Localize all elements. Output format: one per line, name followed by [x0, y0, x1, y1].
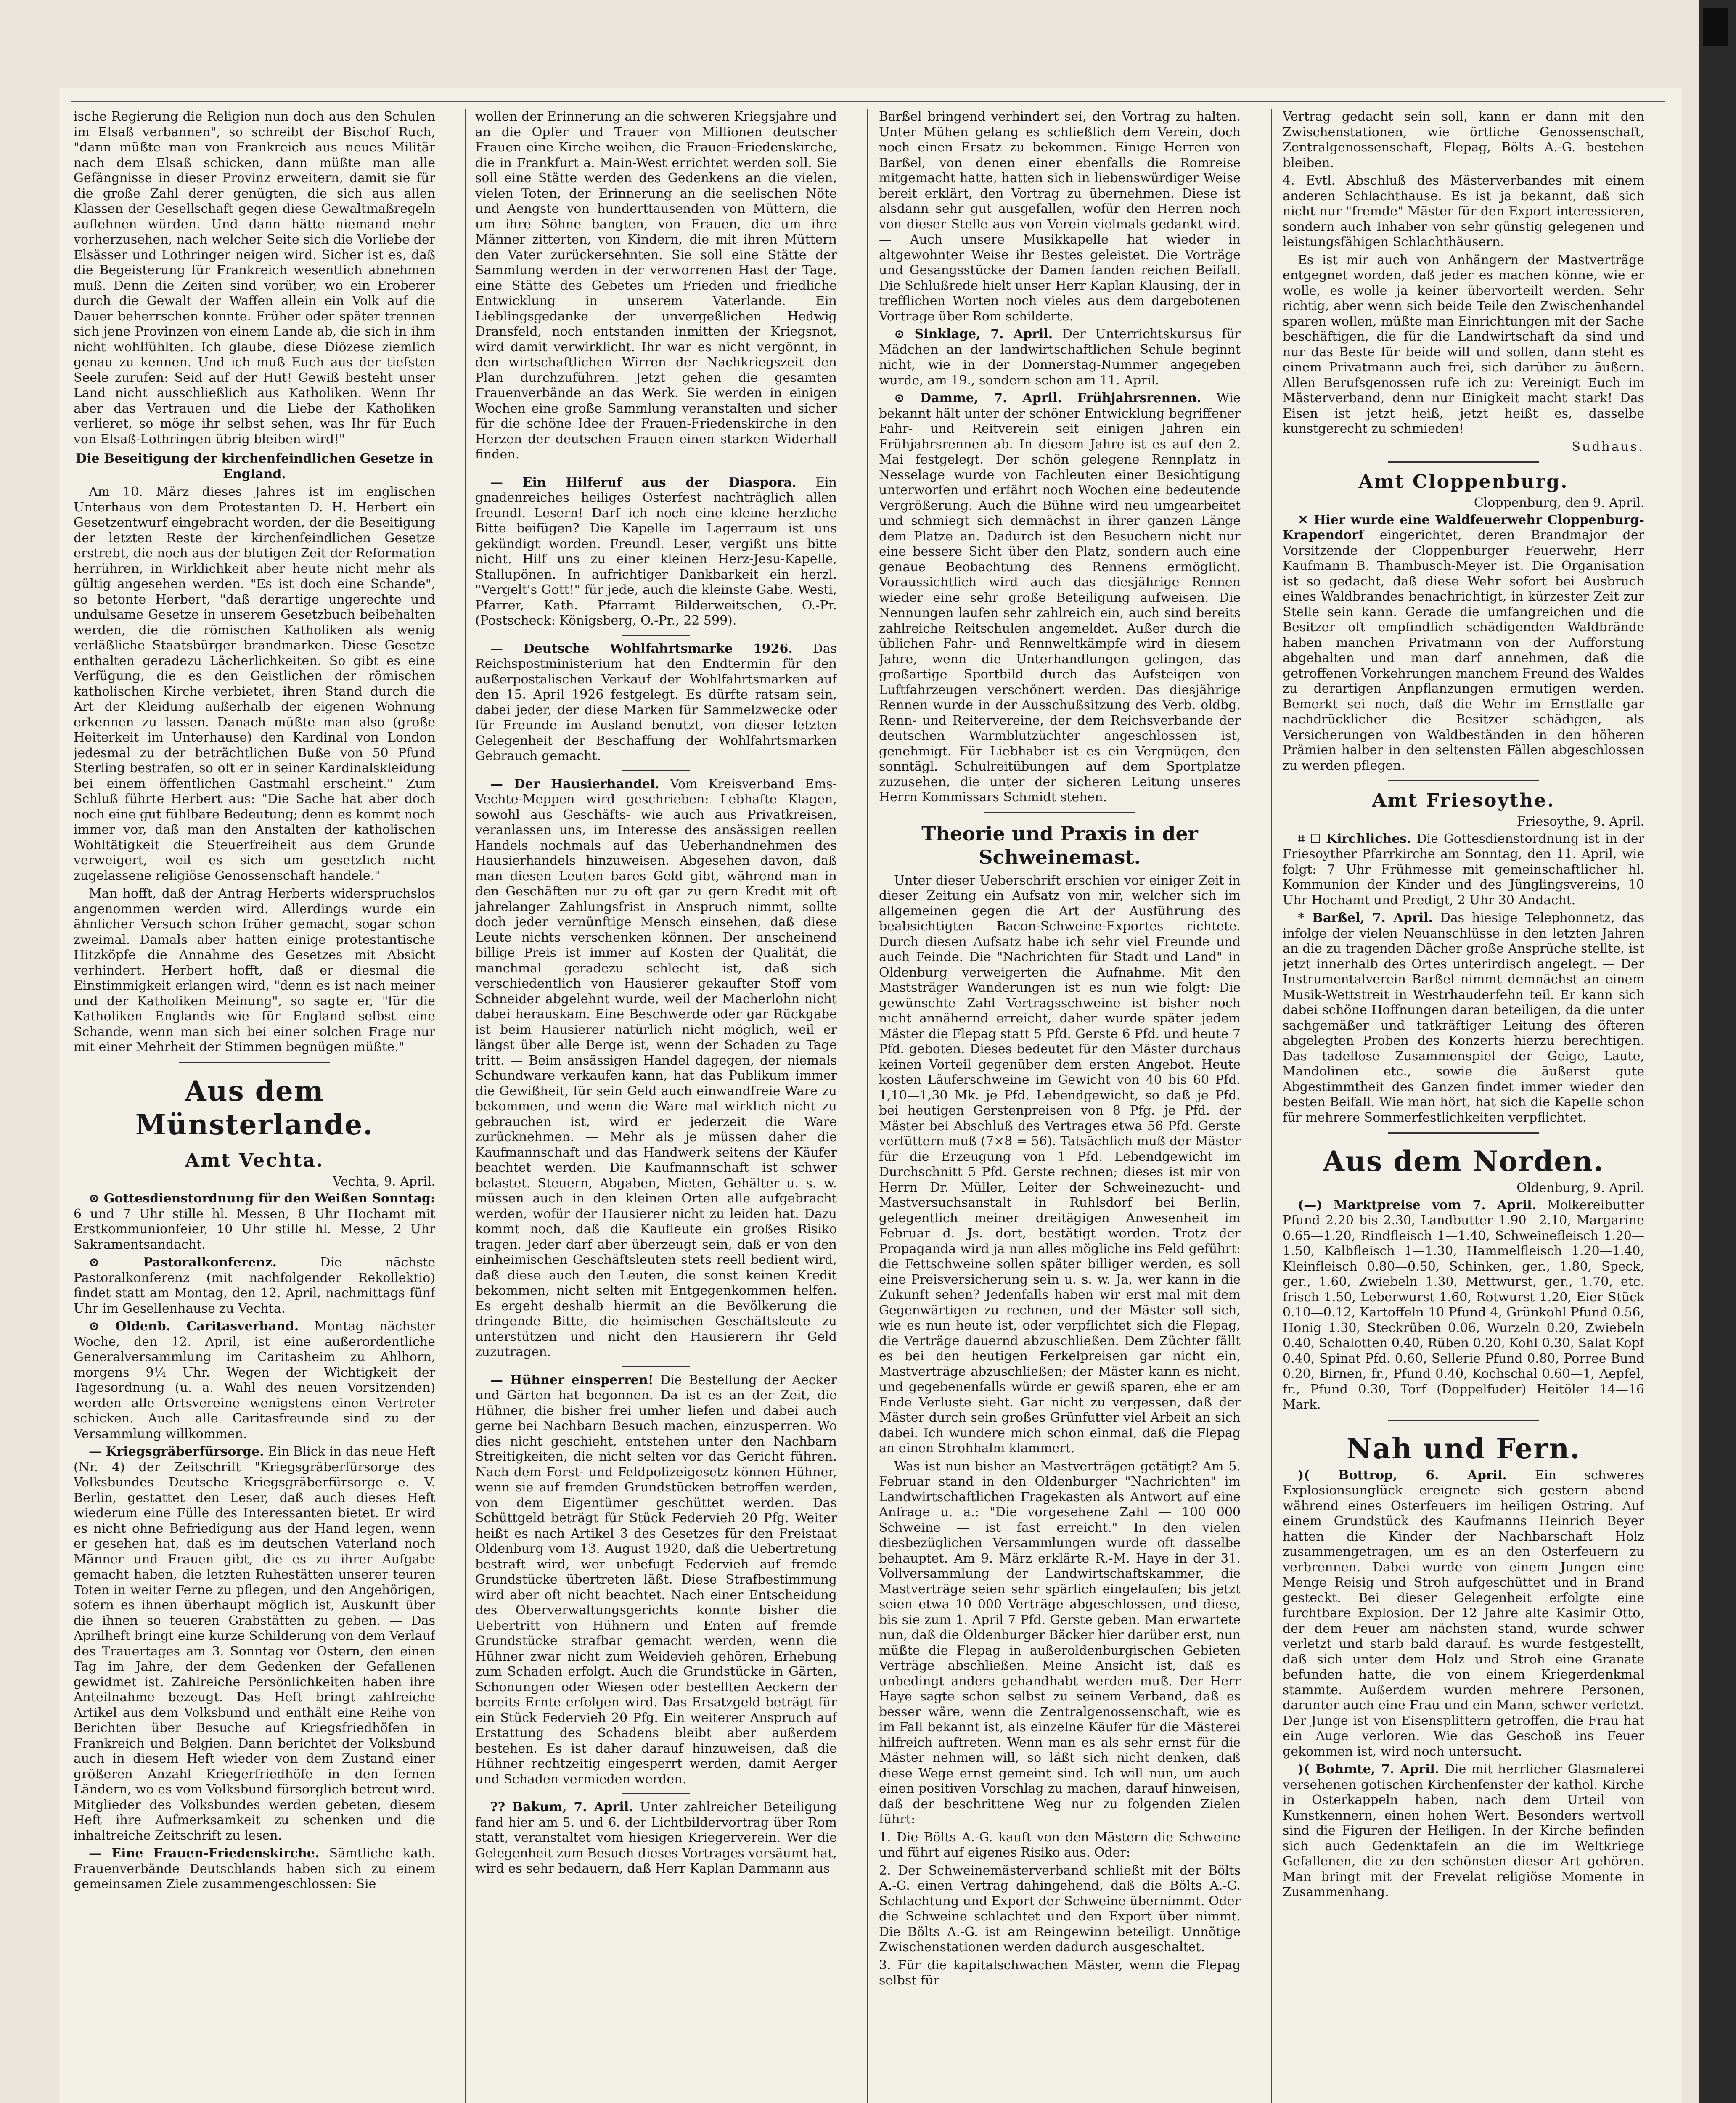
section-title: Nah und Fern. [1346, 1432, 1581, 1465]
item-text: Sämtliche kath. Frauenverbände Deutschlands haben sich zu einem gemeinsamen Ziele zusammengeschlossen: Sie [74, 1846, 435, 1891]
item-heading: — Deutsche Wohlfahrtsmarke 1926. [490, 641, 793, 656]
section-divider [179, 1062, 330, 1063]
item-heading: — Der Hausierhandel. [490, 776, 659, 792]
dateline: Cloppenburg, den 9. April. [1474, 495, 1644, 510]
article-paragraph: Man hofft, daß der Antrag Herberts widerspruchslos angenommen werden wird. Allerdings wurde ein ähnlicher Versuch schon früher gemacht, sogar schon zweimal. Damals aber hatten einige protestantische Hitzköpfe die Annahme des Gesetzes mit Absicht verhindert. Herbert hofft, daß er diesmal die Einstimmigkeit erlangen wird, "denn es ist nach meiner und der Katholiken Meinung", so sagte er, "für die Katholiken Englands wie für England selbst eine Schande, wenn man sich bei einer solchen Frage nur mit einer Mehrheit der Stimmen begnügen müßte." [74, 886, 435, 1054]
article-paragraph: ische Regierung die Religion nun doch aus den Schulen im Elsaß verbannen", so schreibt der Bischof Ruch, "dann müßte man von Frankreich aus neues Militär nach dem Elsaß schicken, dann müßte man alle Gefängnisse in dieser Provinz erweitern, damit sie für die große Zahl derer genügten, die sich aus allen Klassen der Gesellschaft gegen diese Gewaltmaßregeln auflehnen würden. Und dann hätte niemand mehr vorherzusehen, nach welcher Seite sich die Vorliebe der Elsässer und Lothringer neigen wird. Sicher ist es, daß die Begeisterung für Frankreich wesentlich abnehmen muß. Denn die Zeiten sind vorüber, wo ein Eroberer durch die Gewalt der Waffen allein ein Volk auf die Dauer beherrschen konnte. Früher oder später trennen sich jene Provinzen von einem Lande ab, die sich in ihm nicht wohlfühlten. Ich glaube, diese Diözese ziemlich genau zu kennen. Und ich muß Euch aus der tiefsten Seele zurufen: Seid auf der Hut! Gewiß besteht unser Land nicht ausschließlich aus Katholiken. Wenn Ihr aber das Vertrauen und die Liebe der Katholiken verlieret, so möge ihr selbst sehen, was Ihr für Euch von Elsaß-Lothringen übrig bleiben wird!" [74, 109, 435, 447]
item-heading: ⊙ Sinklage, 7. April. [894, 327, 1053, 342]
section-divider [1388, 461, 1539, 463]
item-heading: ⊙ Pastoralkonferenz. [89, 1255, 277, 1270]
column-3 [879, 109, 1241, 2103]
item-text: eingerichtet, deren Brandmajor der Vorsitzende der Cloppenburger Feuerwehr, Herr Kaufmann B. Thambusch-Meyer ist. Die Organisation ist so gedacht, daß diese Wehr sofort bei Ausbruch eines Waldbrandes benachrichtigt, in kürzester Zeit zur Stelle sein kann. Gerade die umfangreichen und die Besitzer oft empfindlich schädigenden Waldbrände haben manchen Privatmann von der Aufforstung abgehalten und man darf annehmen, daß die getroffenen Vorkehrungen manchem Freund des Waldes zu derartigen Anpflanzungen ermutigen werden. Bemerkt sei noch, daß die Wehr im Ernstfalle gar nachdrücklicher die Besitzer schädigen, als Versicherungen von Waldbeständen in den höheren Prämien halber in den seltensten Fällen abgeschlossen zu werden pflegen. [1283, 528, 1644, 773]
section-divider [984, 812, 1135, 813]
item-heading: ?? Bakum, 7. April. [490, 1800, 633, 1814]
list-item: 2. Der Schweinemästerverband schließt mit der Bölts A.-G. einen Vertrag dahingehend, daß die Bölts A.-G. Schlachtung und Export der Schweine übernimmt. Oder die Schweine schlachtet und den Export über nimmt. Die Bölts A.-G. ist am Reingewinn beteiligt. Unnötige Zwischenstationen werden dadurch ausgeschaltet. [879, 1863, 1241, 1955]
article-paragraph: Am 10. März dieses Jahres ist im englischen Unterhaus von dem Protestanten D. H. Herbert ein Gesetzentwurf eingebracht worden, der die Beseitigung der letzten Reste der kirchenfeindlichen Gesetze erstrebt, die noch aus der blutigen Zeit der Reformation herrühren, in Wirklichkeit aber heute nicht mehr als gültig angesehen werden. "Es ist doch eine Schande", so betonte Herbert, "daß derartige ungerechte und undulsame Gesetze in unserem Gesetzbuch beibehalten werden, die die römischen Katholiken als wenig verläßliche Staatsbürger brandmarken. Diese Gesetze enthalten geradezu Lächerlichkeiten. So gibt es eine Verfügung, die es den Geistlichen der römischen katholischen Kirche verbietet, ihren Stand durch die Art der Kleidung außerhalb der eigenen Wohnung erkennen zu lassen. Danach müßte man also (große Heiterkeit im Unterhause) den Kardinal von London jedesmal zu der beträchtlichen Buße von 50 Pfund Sterling bestrafen, so oft er in seiner Kardinalskleidung bei einem öffentlichen Gastmahl erscheint." Zum Schluß führte Herbert aus: "Die Sache hat aber doch noch eine gut fühlbare Bedeutung; denn es kommt noch immer vor, daß man den Anstalten der katholischen Wohltätigkeit die Steuerfreiheit aus dem Grunde verweigert, weil es sich um gesetzlich nicht zugelassene religiöse Genossenschaft handele." [74, 485, 435, 883]
item-heading: — Kriegsgräberfürsorge. [89, 1444, 264, 1459]
district-title: Amt Cloppenburg. [1358, 471, 1569, 493]
item-divider [622, 1793, 690, 1794]
item-heading: — Hühner einsperren! [490, 1372, 654, 1388]
article-title: Theorie und Praxis in der Schweinemast. [921, 822, 1198, 869]
item-heading: ✕ Hier wurde eine Waldfeuerwehr Cloppenburg-Krapendorf [1283, 512, 1644, 543]
item-text: Der Unterrichtskursus für Mädchen an der landwirtschaftlichen Schule beginnt nicht, wie in der Donnerstag-Nummer angegeben wurde, am 19., sondern schon am 11. April. [879, 327, 1241, 388]
item-text: Wie bekannt hält unter der schöner Entwicklung begriffener Fahr- und Reitverein seit einigen Jahren ein Frühjahrsrennen ab. In diesem Jahre ist es auf den 2. Mai festgelegt. Der schön gelegene Rennplatz in Nesselage wurde von Fachleuten einer Besichtigung unterworfen und erfährt noch Wochen eine bedeutende Vergrößerung. Auch die Bühne wird neu umgearbeitet und schmiegt sich demnächst in ihrer ganzen Länge dem Platze an. Dadurch ist den Besuchern nicht nur eine bessere Sicht über den Platz, sondern auch eine genaue Beobachtung des Rennens ermöglicht. Voraussichtlich wird auch das diesjährige Rennen wieder eine sehr große Beteiligung aufweisen. Die Nennungen laufen sehr zahlreich ein, auch sind bereits zahlreiche Reitschulen angemeldet. Außer durch die üblichen Fahr- und Rennweltkämpfe wird in diesem Jahre, wenn die Unterhandlungen gelingen, das großartige Sportbild durch das Aufsteigen von Luftfahrzeugen verschönert werden. Das diesjährige Rennen wurde in der Ausschußsitzung des Verb. oldbg. Renn- und Reitervereine, der dem Reichsverbande der deutschen Warmblutzüchter angeschlossen ist, genehmigt. Für Liebhaber ist es ein Vergnügen, den sonntägl. Schulreitübungen auf dem Sportplatze zuzusehen, die unter der sicheren Leitung unseres Herrn Kommissars Schmidt stehen. [879, 391, 1241, 805]
dateline: Vechta, 9. April. [333, 1174, 435, 1189]
section-title: Aus dem Münsterlande. [135, 1074, 374, 1141]
article-paragraph: Vertrag gedacht sein soll, kann er dann mit den Zwischenstationen, wie örtliche Genossenschaft, Zentralgenossenschaft, Flepag, Bölts A.-G. bestehen bleiben. [1283, 109, 1644, 170]
item-text: Das hiesige Telephonnetz, das infolge der vielen Neuanschlüsse in den letzten Jahren an die zu tragenden Dächer große Ansprüche stellte, ist jetzt innerhalb des Ortes unterirdisch angelegt. — Der Instrumentalverein Barßel nimmt demnächst an einem Musik-Wettstreit in Westrhauderfehn teil. Er kann sich dabei schöne Hoffnungen daran beteiligen, da die unter sachgemäßer und tatkräftiger Leitung des öfteren abgelegten Proben des Konzerts hierzu berechtigen. Das tadellose Zusammenspiel der Geige, Laute, Mandolinen etc., sowie die äußerst gute Abgestimmtheit des Ganzen findet immer wieder den besten Beifall. Wie man hört, hat sich die Kapelle schon für mehrere Sommerfestlichkeiten verpflichtet. [1283, 911, 1644, 1125]
column-4 [1283, 109, 1644, 2103]
item-heading: ⊙ Oldenb. Caritasverband. [89, 1319, 299, 1334]
item-heading: * Barßel, 7. April. [1298, 911, 1433, 925]
list-item: 3. Für die kapitalschwachen Mäster, wenn die Flepag selbst für [879, 1957, 1241, 1988]
item-text: Die mit herrlicher Glasmalerei versehenen gotischen Kirchenfenster der kathol. Kirche in Osterkappeln haben, nach dem Urteil von Kunstkennern, einen hohen Wert. Besonders wertvoll sind die Figuren der Heiligen. In der Kirche befinden sich auch Gedenktafeln an die im Weltkriege Gefallenen, die zu den schönsten dieser Art gehören. Man bringt mit der Frevelat religiöse Momente in Zusammenhang. [1283, 1762, 1644, 1899]
district-title: Amt Vechta. [185, 1149, 324, 1171]
item-heading: — Eine Frauen-Friedenskirche. [89, 1846, 320, 1861]
item-text: Die Bestellung der Aecker und Gärten hat begonnen. Da ist es an der Zeit, die Hühner, die bisher frei umher liefen und dabei auch gerne bei Nachbarn Besuch machen, einzusperren. Wo dies nicht geschieht, entstehen unter den Nachbarn Streitigkeiten, die nicht selten vor das Gericht führen. Nach dem Forst- und Feldpolizeigesetz können Hühner, wenn sie auf fremden Grundstücken betroffen werden, von dem Eigentümer geschüttet werden. Das Schüttgeld beträgt für Stück Federvieh 20 Pfg. Weiter heißt es nach Artikel 3 des Gesetzes für den Freistaat Oldenburg vom 13. August 1920, daß die Uebertretung bestraft wird, wer unbefugt Federvieh auf fremde Grundstücke übertreten läßt. Diese Strafbestimmung wird aber oft nicht beachtet. Nach einer Entscheidung des Oberverwaltungsgerichts konnte bisher die Uebertritt von Hühnern und Enten auf fremde Grundstücke strafbar gemacht werden, wenn die Hühner zwar nicht zum Weidevieh gehören, Erhebung zum Schaden erfolgt. Auch die Grundstücke in Gärten, Schonungen oder Wiesen oder bestellten Aeckern der bereits Ernte erfolgen wird. Das Ersatzgeld beträgt für ein Stück Federvieh 20 Pfg. Ein weiterer Anspruch auf Erstattung des Schadens bleibt aber außerdem bestehen. Es ist daher darauf hinzuweisen, daß die Hühner rechtzeitig eingesperrt werden, damit Aerger und Schaden vermieden werden. [475, 1372, 837, 1787]
column-rule [465, 109, 466, 2103]
item-text: Ein gnadenreiches heiliges Osterfest nachträglich allen freundl. Lesern! Darf ich noch eine kleine herzliche Bitte beifügen? Die Kapelle im Lagerraum ist uns gekündigt worden. Freundl. Leser, vergißt uns bitte nicht. Hilf uns zu einer kleinen Herz-Jesu-Kapelle, Stallupönen. In aufrichtiger Dankbarkeit ein herzl. "Vergelt's Gott!" für jede, auch die kleinste Gabe. Westi, Pfarrer, Kath. Pfarramt Bilderweitschen, O.-Pr. (Postscheck: Königsberg, O.-Pr., 22 599). [475, 475, 837, 628]
list-item: 1. Die Bölts A.-G. kauft von den Mästern die Schweine und führt auf eigenes Risiko aus. Oder: [879, 1830, 1241, 1860]
item-text: Molkereibutter Pfund 2.20 bis 2.30, Landbutter 1.90—2.10, Margarine 0.65—1.20, Rindfleisch 1—1.40, Schweinefleisch 1.20—1.50, Kalbfleisch 1—1.30, Hammelfleisch 1.20—1.40, Kleinfleisch 0.80—0.50, Schinken, ger., 1.80, Speck, ger., 1.60, Zwiebeln 1.30, Mettwurst, ger., 1.70, etc. frisch 1.50, Leberwurst 1.60, Rotwurst 1.20, Eier Stück 0.10—0.12, Kartoffeln 10 Pfund 4, Grünkohl Pfund 0.56, Honig 1.30, Steckrüben 0.06, Wurzeln 0.20, Zwiebeln 0.40, Schalotten 0.40, Rüben 0.20, Kohl 0.30, Salat Kopf 0.40, Spinat Pfd. 0.60, Sellerie Pfund 0.80, Porree Bund 0.20, Birnen, fr., Pfund 0.40, Kochschal 0.60—1, Aepfel, fr., Pfund 0.30, Torf (Doppelfuder) Heitöler 14—16 Mark. [1283, 1197, 1644, 1412]
item-text: Ein schweres Explosionsunglück ereignete sich gestern abend während eines Osterfeuers im heiligen Ostring. Auf einem Grundstück des Kaufmanns Heinrich Beyer hatten die Kinder der Nachbarschaft Holz zusammengetragen, um es an den Osterfeuern zu verbrennen. Dabei wurde von einem Jungen eine Menge Reisig und Stroh aufgeschüttet und in Brand gesteckt. Bei dieser Gelegenheit erfolgte eine furchtbare Explosion. Der 12 Jahre alte Kasimir Otto, der dem Feuer am nächsten stand, wurde schwer verletzt und starb bald darauf. Es wurde festgestellt, daß sich unter dem Holz und Stroh eine Granate befunden hatte, die von einem Kriegerdenkmal stammte. Außerdem wurden mehrere Personen, darunter auch eine Frau und ein Mann, schwer verletzt. Der Junge ist von Eisensplittern getroffen, die Frau hat ein Auge verloren. Wie das Geschoß ins Feuer gekommen ist, wird noch untersucht. [1283, 1467, 1644, 1759]
dateline: Oldenburg, 9. April. [1516, 1181, 1644, 1195]
item-text: Ein Blick in das neue Heft (Nr. 4) der Zeitschrift "Kriegsgräberfürsorge des Volksbundes Deutsche Kriegsgräberfürsorge e. V. Berlin, gestattet den Leser, daß auch dieses Heft wiederum eine Fülle des Interessanten bietet. Er wird es nicht ohne Befriedigung aus der Hand legen, wenn er gesehen hat, daß es im deutschen Vaterland noch Männer und Frauen gibt, die es zu ihrer Aufgabe gemacht haben, die letzten Ruhestätten unserer teuren Toten in weiter Ferne zu pflegen, und den Angehörigen, sofern es ihnen überhaupt möglich ist, Auskunft über die ihnen so teueren Grabstätten zu geben. — Das Aprilheft bringt eine kurze Schilderung von dem Verlauf des Trauertages am 3. Sonntag vor Ostern, den einen Tag im Jahre, der dem Gedenken der Gefallenen gewidmet ist. Zahlreiche Persönlichkeiten haben ihre Anteilnahme bezeugt. Das Heft bringt zahlreiche Artikel aus dem Volksbund und enthält eine Reihe von Berichten über Besuche auf Kriegsfriedhöfen in Frankreich und Belgien. Dann berichtet der Volksbund auch in diesem Heft wieder von dem Zustand einer größeren Anzahl Kriegerfriedhöfe in den fernen Ländern, wo es vom Volksbund fürsorglich betreut wird. Mitglieder des Volksbundes werden gebeten, diesem Heft ihre Aufmerksamkeit zu schenken und die inhaltreiche Zeitschrift zu lesen. [74, 1444, 435, 1843]
column-rule [867, 109, 868, 2103]
article-paragraph: Es ist mir auch von Anhängern der Mastverträge entgegnet worden, daß jeder es machen könne, wie er wolle, es wolle ja keiner übervorteilt werden. Sehr richtig, aber wenn sich beide Teile den Zwischenhandel sparen wollen, müßte man Einrichtungen mit der Sache beschäftigen, die für die Landwirtschaft da sind und nur das Beste für beide will und sollen, dann steht es einem Privatmann auch frei, sich darüber zu äußern. Allen Berufsgenossen rufe ich zu: Vereinigt Euch im Mästerverband, denn nur Einigkeit macht stark! Das Eisen ist jetzt heiß, jetzt heißt es, dasselbe kunstgerecht zu schmieden! [1283, 252, 1644, 436]
item-text: Das Reichspostministerium hat den Endtermin für den außerpostalischen Verkauf der Wohlfahrtsmarken auf den 15. April 1926 festgelegt. Es dürfte ratsam sein, dabei jeder, der diese Marken für Sammelzwecke oder für Freunde im Ausland benutzt, von dieser letzten Gelegenheit der Beschaffung der Wohlfahrtsmarken Gebrauch gemacht. [475, 641, 837, 763]
column-rule [1271, 109, 1272, 2103]
item-heading: )( Bottrop, 6. April. [1298, 1467, 1507, 1483]
item-heading: )( Bohmte, 7. April. [1298, 1762, 1440, 1777]
dateline: Friesoythe, 9. April. [1516, 814, 1644, 829]
author-signature: Sudhaus. [1572, 439, 1644, 454]
section-divider [1388, 1420, 1539, 1421]
item-divider [622, 1366, 690, 1367]
item-heading: ⊙ Damme, 7. April. Frühjahrsrennen. [894, 391, 1201, 405]
item-text: Vom Kreisverband Ems-Vechte-Meppen wird geschrieben: Lebhafte Klagen, sowohl aus Geschäfts- wie auch aus Privatkreisen, veranlassen uns, im Interesse des ansässigen reellen Handels nochmals auf das Ueberhandnehmen des Hausierhandels hinzuweisen. Abgesehen davon, daß man diesen Leuten bares Geld gibt, während man in den Geschäften nur zu oft gar zu gern Kredit mit oft jahrelanger Zahlungsfrist in Anspruch nimmt, sollte doch jeder vernünftige Mensch einsehen, daß diese Leute nichts verschenken können. Der anscheinend billige Preis ist immer auf Kosten der Qualität, die manchmal geradezu schlecht ist, daß sich verschiedentlich von Hausierer gekaufter Stoff vom Schneider abgelehnt wurde, weil der Macherlohn nicht dabei herauskam. Eine Beschwerde oder gar Rückgabe ist beim Hausierer natürlich nicht möglich, weil er längst über alle Berge ist, wenn der Schaden zu Tage tritt. — Beim ansässigen Handel dagegen, der niemals Schundware verkaufen kann, hat das Publikum immer die Gewißheit, für sein Geld auch einwandfreie Ware zu bekommen, und wenn die Ware mal wirklich nicht zu gebrauchen ist, wird er jederzeit die Ware zurücknehmen. — Mehr als je müssen daher die Kaufmannschaft und das Handwerk seitens der Käufer beachtet werden. Die Kaufmannschaft ist schwer belastet. Steuern, Abgaben, Mieten, Gehälter u. s. w. müssen auch in den kleinen Orten alle aufgebracht werden, wofür der Hausierer nicht zu leiden hat. Dazu kommt noch, daß die Kaufleute ein großes Risiko tragen. Jeder darf aber überzeugt sein, daß er von den einheimischen Geschäftsleuten stets reell bedient wird, daß diese auch den Leuten, die sonst keinen Kredit bekommen, nicht selten mit Entgegenkommen helfen. Es ergeht deshalb hiermit an die Bevölkerung die dringende Bitte, die heimischen Geschäftsleute zu unterstützen und nicht den Hausierern ihr Geld zuzutragen. [475, 776, 837, 1359]
item-text: 6 und 7 Uhr stille hl. Messen, 8 Uhr Hochamt mit Erstkommunionfeier, 10 Uhr stille hl. Messe, 2 Uhr Sakramentsandacht. [74, 1206, 435, 1252]
section-divider [1388, 780, 1539, 781]
item-text: Montag nächster Woche, den 12. April, ist eine außerordentliche Generalversammlung im Caritasheim zu Ahlhorn, morgens 9¼ Uhr. Wegen der Wichtigkeit der Tagesordnung (u. a. Wahl des neuen Vorsitzenden) werden alle Ortsvereine wenigstens einen Vertreter schicken. Auch alle Caritasfreunde sind zu der Versammlung willkommen. [74, 1319, 435, 1441]
article-paragraph: Barßel bringend verhindert sei, den Vortrag zu halten. Unter Mühen gelang es schließlich dem Verein, doch noch einen Ersatz zu bekommen. Einige Herren von Barßel, von denen einer ebenfalls die Romreise mitgemacht hatte, hatten sich in liebenswürdiger Weise bereit erklärt, den Vortrag zu übernehmen. Diese ist alsdann sehr gut ausgefallen, wofür den Herren noch von dieser Stelle aus von Verein vielmals gedankt wird. — Auch unsere Musikkapelle hat wieder in altgewohnter Weise ihr Bestes geleistet. Die Vorträge und Gesangsstücke der Damen fanden reichen Beifall. Die Schlußrede hielt unser Herr Kaplan Klausing, der in trefflichen Worten noch vieles aus dem dargebotenen Vortrage über Rom schilderte. [879, 109, 1241, 324]
column-2 [475, 109, 837, 2103]
section-title: Aus dem Norden. [1323, 1145, 1604, 1178]
section-divider [1388, 1132, 1539, 1134]
article-paragraph: Was ist nun bisher an Mastverträgen getätigt? Am 5. Februar stand in den Oldenburger "Nachrichten" im Landwirtschaftlichen Fragekasten als Antwort auf eine Anfrage u. a.: "Die vorgesehene Zahl — 100 000 Schweine — ist fast erreicht." In den vielen diesbezüglichen Versammlungen wurde oft dasselbe behauptet. Am 9. März erklärte R.-M. Haye in der 31. Vollversammlung der Landwirtschaftskammer, die Mastverträge seien sehr spärlich eingelaufen; bis jetzt seien etwa 10 000 Verträge abgeschlossen, und diese, bis sie zum 1. April 7 Pfd. Gerste geben. Man erwartete nun, daß die Oldenburger Bäcker hier darüber erst, nun müßte die Flepag in außeroldenburgischen Gebieten Verträge abschließen. Meine Ansicht ist, daß es unbedingt anders gehandhabt werden muß. Der Herr Haye sagte schon selbst zu seinem Verband, daß es besser wäre, wenn die Zentralgenossenschaft, wie es im Fall bekannt ist, als einzelne Käufer für die Mästerei hilfreich auftreten. Wenn man es als sehr ernst für die Mäster nehmen will, so läßt sich nicht denken, daß diese Wege ernst gemeint sind. Ich will nun, um auch einen positiven Vorschlag zu machen, darauf hinweisen, daß der beschrittene Weg nur zu folgenden Zielen führt: [879, 1459, 1241, 1827]
column-1 [74, 109, 435, 2103]
item-divider [622, 635, 690, 636]
binding-edge [1699, 0, 1736, 2103]
district-title: Amt Friesoythe. [1372, 790, 1555, 811]
item-heading: ⊙ Gottesdienstordnung für den Weißen Sonntag: [89, 1191, 435, 1206]
scan-corner-marker [1703, 8, 1728, 46]
item-heading: ⌗ ☐ Kirchliches. [1298, 831, 1411, 846]
item-divider [622, 770, 690, 771]
article-heading: Die Beseitigung der kirchenfeindlichen Gesetze in England. [75, 451, 434, 482]
item-text: Unter zahlreicher Beteiligung fand hier am 5. und 6. der Lichtbildervortrag über Rom statt, veranstaltet vom hiesigen Kriegerverein. Wer die Gelegenheit zum Besuch dieses Vortrages versäumt hat, wird es sehr bedauern, daß Herr Kaplan Dammann aus [475, 1800, 837, 1876]
item-text: Die Gottesdienstordnung ist in der Friesoyther Pfarrkirche am Sonntag, den 11. April, wie folgt: 7 Uhr Frühmesse mit gemeinschaftlicher hl. Kommunion der Kinder und des Jünglingsvereins, 10 Uhr Hochamt und Predigt, 2 Uhr 30 Andacht. [1283, 831, 1644, 908]
article-paragraph: Unter dieser Ueberschrift erschien vor einiger Zeit in dieser Zeitung ein Aufsatz von mir, welcher sich im allgemeinen gegen die Art der Ausführung des beabsichtigten Bacon-Schweine-Exportes richtete. Durch diesen Aufsatz habe ich sehr viel Freunde und auch Feinde. Die "Nachrichten für Stadt und Land" in Oldenburg verweigerten die Aufnahme. Mit den Maststräger Wanderungen ist es nun wie folgt: Die gewünschte Zahl Vertragsschweine ist bisher noch nicht annähernd erreicht, daher wurde später jedem Mäster die Flepag statt 5 Pfd. Gerste 6 Pfd. und heute 7 Pfd. geboten. Dieses bedeutet für den Mäster durchaus keinen Vorteil gegenüber dem ersten Angebot. Heute kosten Läuferschweine im Gewicht von 40 bis 60 Pfd. 1,10—1,30 Mk. je Pfd. Lebendgewicht, so daß je Pfd. bei heutigen Gerstenpreisen von 8 Pfg. je Pfd. der Mäster bei Abschluß des Vertrages etwa 56 Pfd. Gerste verfüttern muß (7×8 = 56). Tatsächlich muß der Mäster für die Erzeugung von 1 Pfd. Lebendgewicht im Durchschnitt 5 Pfd. Gerste rechnen; dieses ist mir von Herrn Dr. Müller, Leiter der Schweinezucht- und Mastversuchsanstalt in Ruhlsdorf bei Berlin, gelegentlich meiner dreitägigen Anwesenheit im Februar d. Js. dort, bestätigt worden. Trotz der Propaganda wird ja nun alles mögliche ins Feld geführt: die Fettschweine sollen später billiger werden, es soll eine Preisversicherung sein u. s. w. Ja, wer kann in die Zukunft sehen? Jedenfalls haben wir erst mal mit dem Gegenwärtigen zu rechnen, und der Mäster soll sich, wie es nun heute ist, oder verpflichtet sich die Flepag, die Verträge dauernd abzuschließen. Dem Züchter fällt es bei den heutigen Ferkelpreisen gar nicht ein, Mastverträge abzuschließen; der Mäster kann es nicht, und gegebenenfalls würde er gewiß sparen, ehe er am Ende Verluste sieht. Gar nicht zu vergessen, daß der Mäster durch sein großes Grünfutter viel Arbeit an sich dabei. Ich wundere mich schon einmal, daß die Flepag an einen Strohhalm klammert. [879, 873, 1241, 1456]
item-heading: (—) Marktpreise vom 7. April. [1298, 1197, 1537, 1213]
item-text: Die nächste Pastoralkonferenz (mit nachfolgender Rekollektio) findet statt am Montag, den 12. April, nachmittags fünf Uhr im Gesellenhause zu Vechta. [74, 1255, 435, 1316]
list-item: 4. Evtl. Abschluß des Mästerverbandes mit einem anderen Schlachthause. Es ist ja bekannt, daß sich nicht nur "fremde" Mäster für den Export interessieren, sondern auch Inhaber von sehr günstig gelegenen und leistungsfähigen Schlachthäusern. [1283, 173, 1644, 249]
item-heading: — Ein Hilferuf aus der Diaspora. [490, 475, 797, 490]
top-rule [71, 101, 1665, 102]
article-paragraph: wollen der Erinnerung an die schweren Kriegsjahre und an die Opfer und Trauer von Millionen deutscher Frauen eine Kirche weihen, die Frauen-Friedenskirche, die in Frankfurt a. Main-West errichtet werden soll. Sie soll eine Stätte werden des Gedenkens an die vielen, vielen Toten, der Erinnerung an die seelischen Nöte und Aengste von hunderttausenden von Müttern, die um ihre Söhne bangten, von Frauen, die um ihre Männer zitterten, von Kindern, die mit ihren Müttern den Vater zurückersehnten. Sie soll eine Stätte der Sammlung werden in der verworrenen Hast der Tage, eine Stätte des Gebetes um Frieden und friedliche Entwicklung in unserem Vaterlande. Ein Lieblingsgedanke der unvergeßlichen Hedwig Dransfeld, noch entstanden inmitten der Kriegsnot, wird damit verwirklicht. Ihr war es nicht vergönnt, in den wirtschaftlichen Wirren der Nachkriegszeit den Plan durchzuführen. Jetzt gehen die gesamten Frauenverbände an das Werk. Sie werden in einigen Wochen eine große Sammlung veranstalten und sicher für die schöne Idee der Frauen-Friedenskirche in den Herzen der deutschen Frauen einen starken Widerhall finden. [475, 109, 837, 462]
